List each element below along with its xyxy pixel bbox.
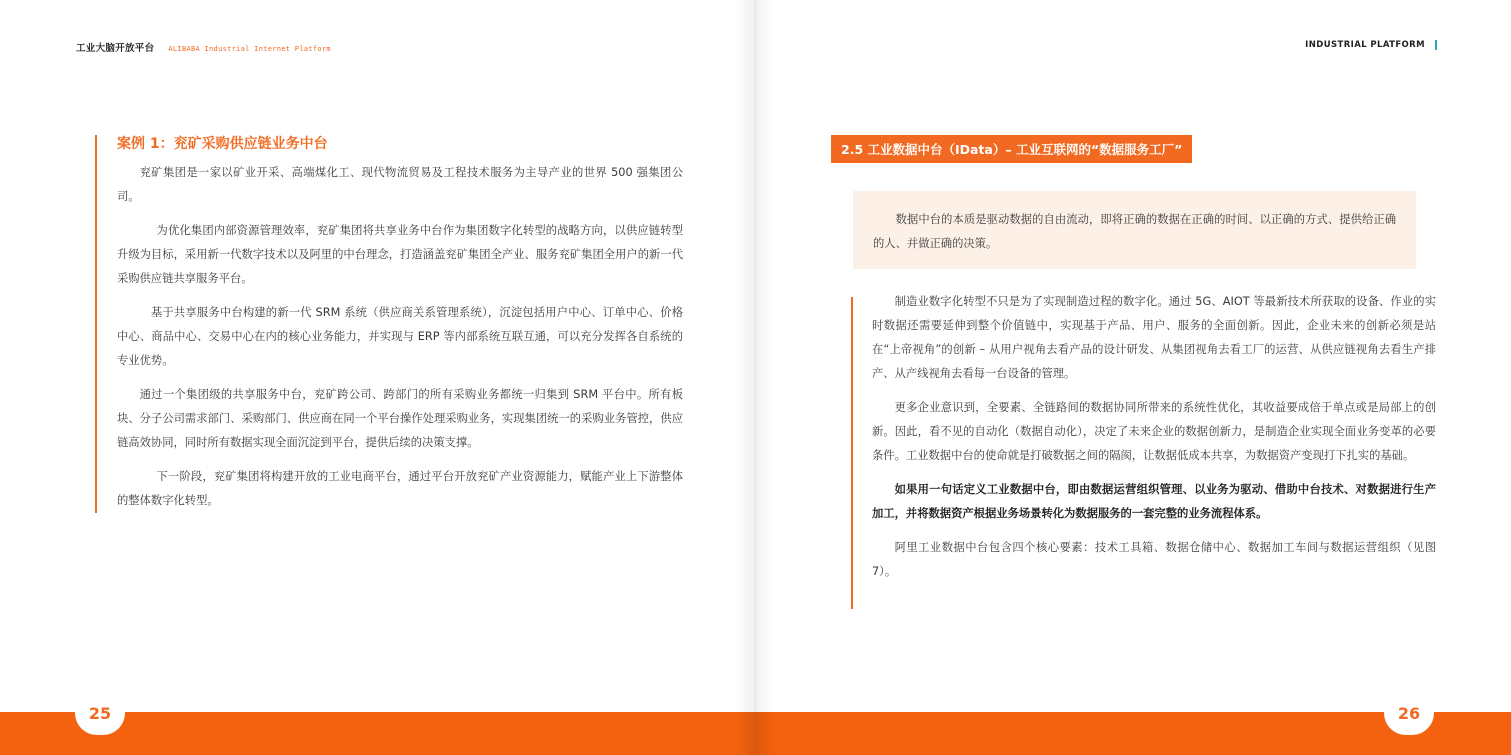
quote-text: 数据中台的本质是驱动数据的自由流动，即将正确的数据在正确的时间、以正确的方式、提供给正确的人、并做正确的决策。 (873, 213, 1396, 250)
left-paragraph-1: 兖矿集团是一家以矿业开采、高端煤化工、现代物流贸易及工程技术服务为主导产业的世界 500 强集团公司。 (117, 166, 683, 203)
right-paragraph-1: 制造业数字化转型不只是为了实现制造过程的数字化。通过 5G、AIOT 等最新技术所获取的设备、作业的实时数据还需要延伸到整个价值链中，实现基于产品、用户、服务的全面创新。因此，企业未来的创新必须是站在“上帝视角”的创新 – 从用户视角去看产品的设计研发、从集团视角去看工厂的运营、从供应链视角去看生产排产、从产线视角去看每一台设备的管理。 (872, 295, 1436, 380)
header-right-title: INDUSTRIAL PLATFORM (1305, 40, 1425, 50)
case-title: 案例 1：兖矿采购供应链业务中台 (117, 136, 328, 152)
right-paragraph-4: 阿里工业数据中台包含四个核心要素：技术工具箱、数据仓储中心、数据加工车间与数据运营组织（见图 7）。 (872, 541, 1436, 578)
right-body (872, 290, 1436, 594)
header-title: 工业大脑开放平台 (76, 43, 155, 54)
left-body (117, 161, 683, 523)
footer-fold (735, 712, 775, 755)
right-header (1305, 40, 1437, 50)
left-paragraph-2: 为优化集团内部资源管理效率，兖矿集团将共享业务中台作为集团数字化转型的战略方向，以供应链转型升级为目标，采用新一代数字技术以及阿里的中台理念，打造涵盖兖矿集团全产业、服务兖矿集团全用户的新一代采购供应链共享服务平台。 (117, 224, 683, 285)
right-paragraph-3: 如果用一句话定义工业数据中台，即由数据运营组织管理、以业务为驱动、借助中台技术、对数据进行生产加工，并将数据资产根据业务场景转化为数据服务的一套完整的业务流程体系。 (872, 483, 1436, 520)
left-page (0, 0, 755, 755)
section-title: 2.5 工业数据中台（IData）– 工业互联网的“数据服务工厂” (831, 135, 1192, 163)
left-paragraph-5: 下一阶段，兖矿集团将构建开放的工业电商平台，通过平台开放兖矿产业资源能力，赋能产业上下游整体的整体数字化转型。 (117, 470, 683, 507)
header-divider (1435, 40, 1437, 50)
header-subtitle: ALIBABA Industrial Internet Platform (168, 45, 331, 53)
page-number-left: 25 (75, 691, 125, 735)
left-accent-bar (95, 135, 97, 513)
quote-box (853, 191, 1416, 269)
left-paragraph-4: 通过一个集团级的共享服务中台，兖矿跨公司、跨部门的所有采购业务都统一归集到 SRM 平台中。所有板块、分子公司需求部门、采购部门、供应商在同一个平台操作处理采购业务，实现集团统一的采购业务管控，供应链高效协同，同时所有数据实现全面沉淀到平台，提供后续的决策支撑。 (117, 388, 683, 449)
right-paragraph-2: 更多企业意识到，全要素、全链路间的数据协同所带来的系统性优化，其收益要成倍于单点或是局部上的创新。因此，看不见的自动化（数据自动化），决定了未来企业的数据创新力，是制造企业实现全面业务变革的必要条件。工业数据中台的使命就是打破数据之间的隔阂，让数据低成本共享，为数据资产变现打下扎实的基础。 (872, 401, 1436, 462)
left-paragraph-3: 基于共享服务中台构建的新一代 SRM 系统（供应商关系管理系统），沉淀包括用户中心、订单中心、价格中心、商品中心、交易中心在内的核心业务能力，并实现与 ERP 等内部系统互联互通，可以充分发挥各自系统的专业优势。 (117, 306, 683, 367)
footer-bar (0, 712, 1511, 755)
page-number-right: 26 (1384, 691, 1434, 735)
right-accent-bar (851, 297, 853, 609)
left-header (76, 40, 331, 54)
